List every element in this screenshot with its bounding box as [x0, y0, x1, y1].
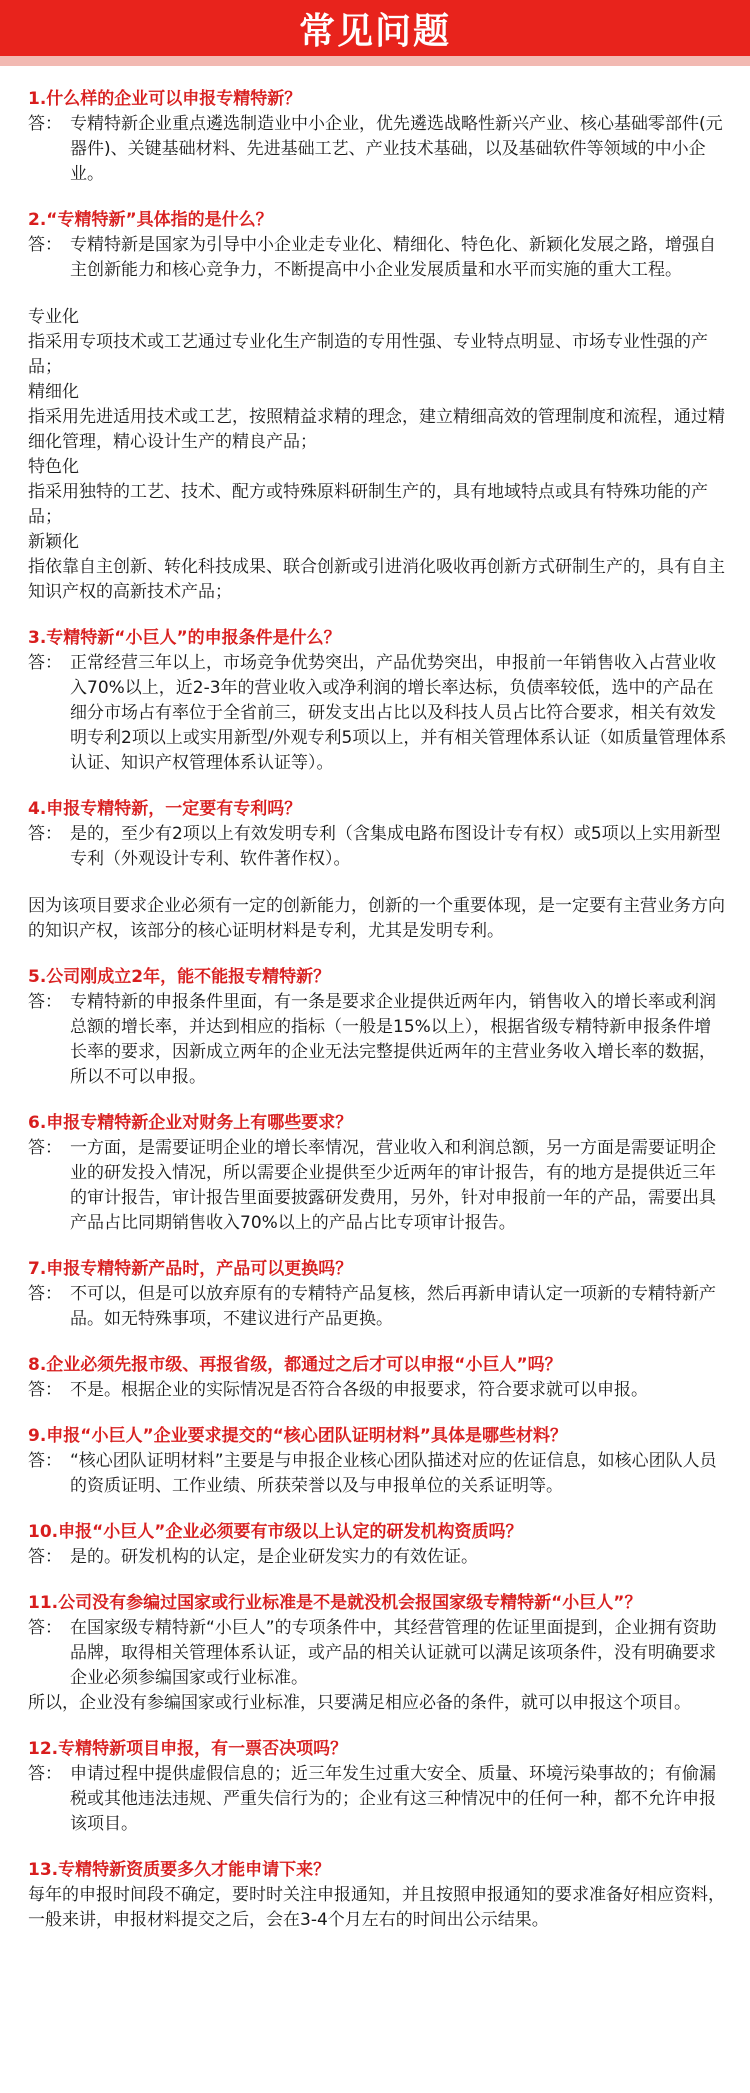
faq-question: 7.申报专精特新产品时，产品可以更换吗？	[28, 1259, 353, 1279]
answer-prefix: 答：	[28, 1138, 62, 1158]
faq-item	[28, 1519, 728, 1570]
faq-item	[28, 1590, 728, 1716]
faq-answer	[28, 1136, 728, 1236]
faq-question: 1.什么样的企业可以申报专精特新？	[28, 89, 302, 109]
answer-prefix: 答：	[28, 1764, 62, 1784]
answer-text: 申请过程中提供虚假信息的；近三年发生过重大安全、质量、环境污染事故的；有偷漏税或其他违法违规、严重失信行为的；企业有这三种情况中的任何一种，都不允许申报该项目。	[70, 1764, 716, 1834]
term-desc: 指采用独特的工艺、技术、配方或特殊原料研制生产的，具有地域特点或具有特殊功能的产品；	[28, 482, 708, 527]
faq-item	[28, 625, 728, 776]
spacer	[28, 283, 728, 305]
spacer	[28, 872, 728, 894]
answer-prefix: 答：	[28, 824, 62, 844]
answer-prefix: 答：	[28, 235, 62, 255]
faq-answer	[28, 651, 728, 776]
answer-extra: 所以，企业没有参编国家或行业标准，只要满足相应必备的条件，就可以申报这个项目。	[28, 1693, 691, 1713]
faq-answer	[28, 112, 728, 187]
faq-answer	[28, 1762, 728, 1837]
faq-answer	[28, 1378, 728, 1403]
faq-question: 4.申报专精特新，一定要有专利吗？	[28, 799, 302, 819]
faq-question: 10.申报“小巨人”企业必须要有市级以上认定的研发机构资质吗？	[28, 1522, 523, 1542]
faq-answer	[28, 1616, 728, 1691]
answer-prefix: 答：	[28, 114, 62, 134]
faq-item	[28, 1423, 728, 1499]
faq-answer	[28, 1545, 728, 1570]
faq-question: 8.企业必须先报市级、再报省级，都通过之后才可以申报“小巨人”吗？	[28, 1355, 562, 1375]
faq-question: 9.申报“小巨人”企业要求提交的“核心团队证明材料”具体是哪些材料？	[28, 1426, 567, 1446]
answer-text: 专精特新是国家为引导中小企业走专业化、精细化、特色化、新颖化发展之路，增强自主创新能力和核心竞争力，不断提高中小企业发展质量和水平而实施的重大工程。	[70, 235, 716, 280]
term-desc: 指依靠自主创新、转化科技成果、联合创新或引进消化吸收再创新方式研制生产的，具有自主知识产权的高新技术产品；	[28, 557, 725, 602]
answer-prefix: 答：	[28, 653, 62, 673]
faq-item	[28, 796, 728, 944]
faq-item	[28, 964, 728, 1090]
term-name: 特色化	[28, 457, 79, 477]
faq-answer	[28, 822, 728, 872]
answer-text: 不可以，但是可以放弃原有的专精特产品复核，然后再新申请认定一项新的专精特新产品。如无特殊事项，不建议进行产品更换。	[70, 1284, 716, 1329]
answer-text: 不是。根据企业的实际情况是否符合各级的申报要求，符合要求就可以申报。	[70, 1380, 648, 1400]
term-name: 精细化	[28, 382, 79, 402]
faq-question: 3.专精特新“小巨人”的申报条件是什么？	[28, 628, 341, 648]
answer-text: 在国家级专精特新“小巨人”的专项条件中，其经营管理的佐证里面提到，企业拥有资助品牌，取得相关管理体系认证，或产品的相关认证就可以满足该项条件，没有明确要求企业必须参编国家或行业标准。	[70, 1618, 717, 1688]
faq-item	[28, 86, 728, 187]
faq-answer	[28, 1449, 728, 1499]
faq-answer	[28, 233, 728, 283]
answer-text: 是的，至少有2项以上有效发明专利（含集成电路布图设计专有权）或5项以上实用新型专利（外观设计专利、软件著作权）。	[70, 824, 721, 869]
faq-question: 2.“专精特新”具体指的是什么？	[28, 210, 273, 230]
term-desc: 指采用先进适用技术或工艺，按照精益求精的理念，建立精细高效的管理制度和流程，通过精细化管理，精心设计生产的精良产品；	[28, 407, 725, 452]
faq-question: 11.公司没有参编过国家或行业标准是不是就没机会报国家级专精特新“小巨人”？	[28, 1593, 642, 1613]
answer-text: 正常经营三年以上，市场竞争优势突出，产品优势突出，申报前一年销售收入占营业收入70%以上，近2-3年的营业收入或净利润的增长率达标，负债率较低，选中的产品在细分市场占有率位于全省前三，研发支出占比以及科技人员占比符合要求，相关有效发明专利2项以上或实用新型/外观专利5项以上，并有相关管理体系认证（如质量管理体系认证、知识产权管理体系认证等）。	[70, 653, 727, 773]
page-title: 常见问题	[298, 10, 451, 52]
answer-text: 一方面，是需要证明企业的增长率情况，营业收入和利润总额，另一方面是需要证明企业的研发投入情况，所以需要企业提供至少近两年的审计报告，有的地方是提供近三年的审计报告，审计报告里面要披露研发费用，另外，针对申报前一年的产品，需要出具产品占比同期销售收入70%以上的产品占比专项审计报告。	[70, 1138, 716, 1233]
faq-item	[28, 1110, 728, 1236]
answer-text: 专精特新企业重点遴选制造业中小企业，优先遴选战略性新兴产业、核心基础零部件(元器件)、关键基础材料、先进基础工艺、产业技术基础，以及基础软件等领域的中小企业。	[70, 114, 723, 184]
answer-prefix: 答：	[28, 1618, 62, 1638]
faq-list	[0, 66, 750, 1933]
term-name: 新颖化	[28, 532, 79, 552]
faq-item	[28, 1857, 728, 1933]
faq-answer	[28, 1282, 728, 1332]
answer-extra: 每年的申报时间段不确定，要时时关注申报通知，并且按照申报通知的要求准备好相应资料，一般来讲，申报材料提交之后，会在3-4个月左右的时间出公示结果。	[28, 1885, 725, 1930]
answer-text: 专精特新的申报条件里面，有一条是要求企业提供近两年内，销售收入的增长率或利润总额的增长率，并达到相应的指标（一般是15%以上），根据省级专精特新申报条件增长率的要求，因新成立两年的企业无法完整提供近两年的主营业务收入增长率的数据，所以不可以申报。	[70, 992, 716, 1087]
faq-question: 5.公司刚成立2年，能不能报专精特新？	[28, 967, 331, 987]
faq-item	[28, 1352, 728, 1403]
answer-prefix: 答：	[28, 992, 62, 1012]
answer-prefix: 答：	[28, 1380, 62, 1400]
answer-text: 是的。研发机构的认定，是企业研发实力的有效佐证。	[70, 1547, 478, 1567]
faq-question: 12.专精特新项目申报，有一票否决项吗？	[28, 1739, 348, 1759]
term-name: 专业化	[28, 307, 79, 327]
faq-question: 13.专精特新资质要多久才能申请下来？	[28, 1860, 331, 1880]
answer-extra: 因为该项目要求企业必须有一定的创新能力，创新的一个重要体现，是一定要有主营业务方向的知识产权，该部分的核心证明材料是专利，尤其是发明专利。	[28, 896, 725, 941]
term-desc: 指采用专项技术或工艺通过专业化生产制造的专用性强、专业特点明显、市场专业性强的产品；	[28, 332, 708, 377]
answer-prefix: 答：	[28, 1451, 62, 1471]
faq-question: 6.申报专精特新企业对财务上有哪些要求？	[28, 1113, 353, 1133]
faq-answer	[28, 990, 728, 1090]
answer-prefix: 答：	[28, 1547, 62, 1567]
answer-prefix: 答：	[28, 1284, 62, 1304]
page-header	[0, 0, 750, 66]
faq-item	[28, 1256, 728, 1332]
faq-item	[28, 207, 728, 605]
answer-text: “核心团队证明材料”主要是与申报企业核心团队描述对应的佐证信息，如核心团队人员的资质证明、工作业绩、所获荣誉以及与申报单位的关系证明等。	[70, 1451, 717, 1496]
faq-item	[28, 1736, 728, 1837]
